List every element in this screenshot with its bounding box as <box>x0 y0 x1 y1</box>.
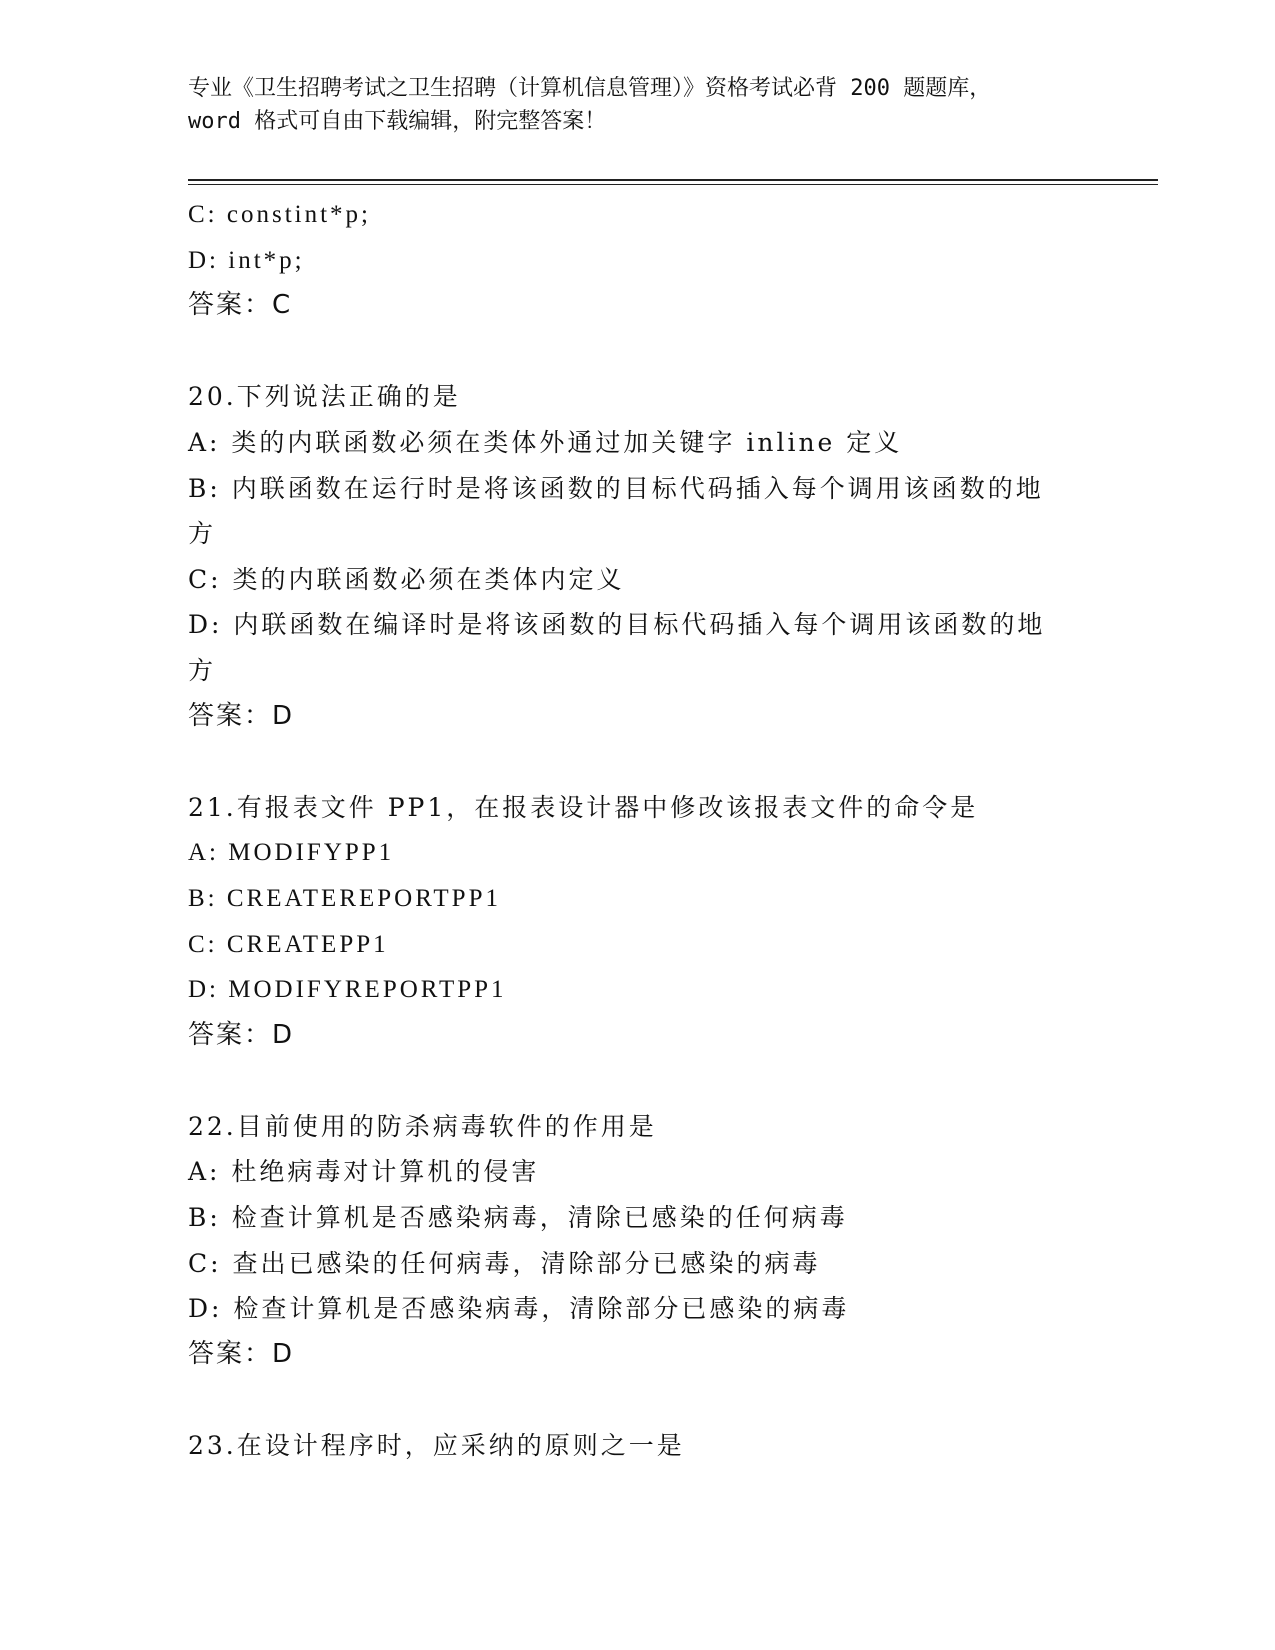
header-title-line2: word 格式可自由下载编辑，附完整答案！ <box>188 109 607 134</box>
question-23-stem: 23.在设计程序时，应采纳的原则之一是 <box>188 1431 685 1461</box>
question-21-stem: 21.有报表文件 PP1，在报表设计器中修改该报表文件的命令是 <box>188 792 979 822</box>
document-header <box>188 72 1088 138</box>
question-20-option-b-cont: 方 <box>188 519 217 549</box>
question-20-option-c: C: 类的内联函数必须在类体内定义 <box>188 564 625 594</box>
prev-option-d: D: int*p; <box>188 246 305 274</box>
header-title-line1: 专业《卫生招聘考试之卫生招聘（计算机信息管理）》资格考试必背 200 题题库， <box>188 76 992 101</box>
question-20-option-d-cont: 方 <box>188 655 217 685</box>
question-21-answer: 答案：D <box>188 1019 295 1050</box>
question-22-option-a: A: 杜绝病毒对计算机的侵害 <box>188 1157 540 1187</box>
question-21-option-c: C: CREATEPP1 <box>188 930 389 958</box>
question-20-answer: 答案：D <box>188 700 295 731</box>
question-20-option-a: A: 类的内联函数必须在类体外通过加关键字 inline 定义 <box>188 427 903 457</box>
question-20-option-b: B: 内联函数在运行时是将该函数的目标代码插入每个调用该函数的地 <box>188 473 1044 503</box>
spacer <box>188 739 1088 785</box>
spacer <box>188 1377 1088 1423</box>
spacer <box>188 1058 1088 1104</box>
prev-option-c: C: constint*p; <box>188 201 371 228</box>
header-divider-thick <box>188 179 1158 181</box>
spacer <box>188 329 1088 375</box>
header-divider-thin <box>188 184 1158 185</box>
prev-answer: 答案：C <box>188 290 293 321</box>
question-20-stem: 20.下列说法正确的是 <box>188 382 461 412</box>
question-22-answer: 答案：D <box>188 1338 295 1369</box>
question-list <box>188 192 1088 1469</box>
question-22-stem: 22.目前使用的防杀病毒软件的作用是 <box>188 1111 657 1141</box>
question-21-option-d: D: MODIFYREPORTPP1 <box>188 976 507 1004</box>
question-22-option-c: C: 查出已感染的任何病毒，清除部分已感染的病毒 <box>188 1248 821 1278</box>
question-21-option-b: B: CREATEREPORTPP1 <box>188 884 501 912</box>
question-22-option-b: B: 检查计算机是否感染病毒，清除已感染的任何病毒 <box>188 1203 848 1233</box>
question-22-option-d: D: 检查计算机是否感染病毒，清除部分已感染的病毒 <box>188 1294 850 1324</box>
question-20-option-d: D: 内联函数在编译时是将该函数的目标代码插入每个调用该函数的地 <box>188 610 1046 640</box>
question-21-option-a: A: MODIFYPP1 <box>188 839 395 867</box>
